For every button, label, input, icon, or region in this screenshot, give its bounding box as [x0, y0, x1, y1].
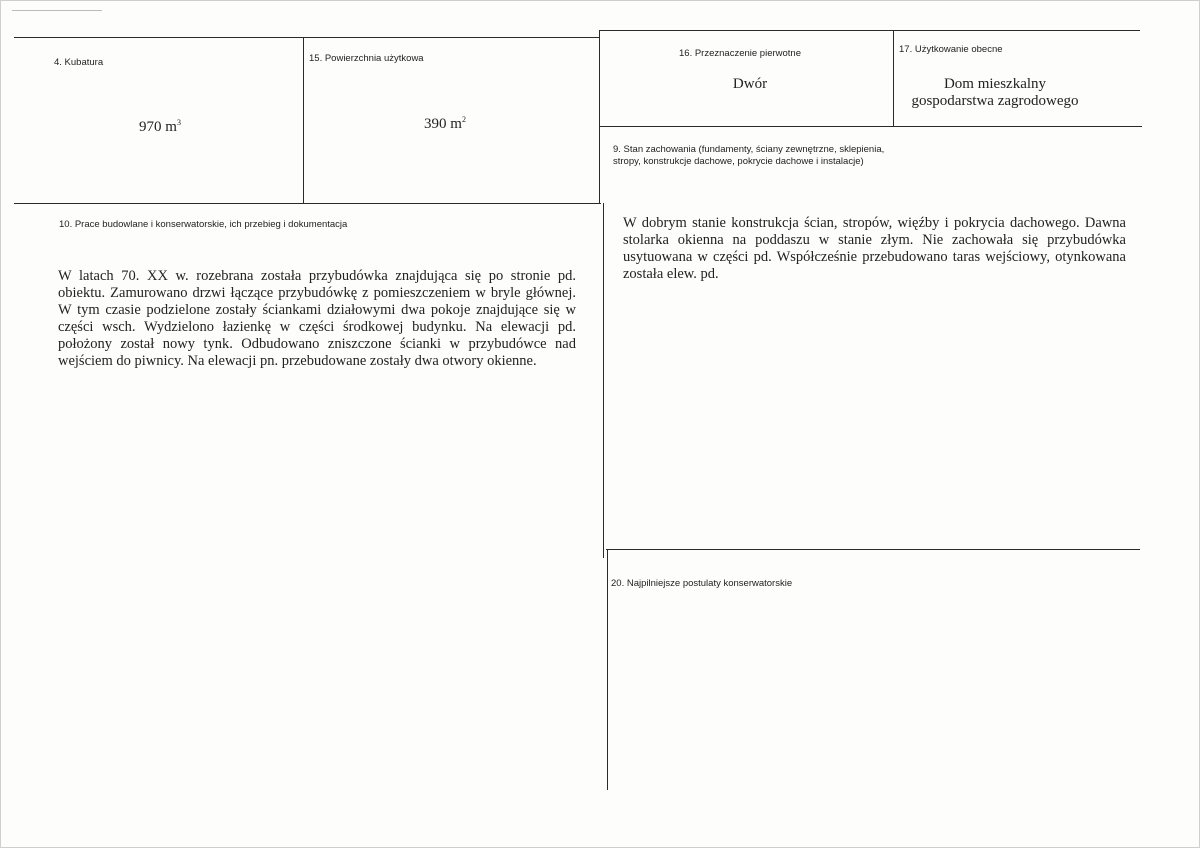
col-divider-center-lower	[607, 550, 608, 790]
scan-artifact	[12, 10, 102, 11]
top-border-line	[14, 37, 599, 38]
col-divider-center-top	[599, 30, 600, 203]
przeznaczenie-label: 16. Przeznaczenie pierwotne	[679, 48, 801, 59]
powierzchnia-label: 15. Powierzchnia użytkowa	[309, 53, 424, 64]
kubatura-unit-sup: 3	[176, 118, 181, 127]
uzytkowanie-value	[895, 76, 1095, 110]
powierzchnia-unit-sup: 2	[461, 115, 466, 124]
stan-label	[613, 144, 943, 168]
kubatura-value	[60, 119, 260, 136]
row-divider-left	[14, 203, 601, 204]
uzytkowanie-value-line1: Dom mieszkalny	[943, 76, 1047, 92]
uzytkowanie-label: 17. Użytkowanie obecne	[899, 44, 1003, 55]
row-divider-right-bottom	[606, 549, 1140, 550]
top-border-line-right	[599, 30, 1140, 31]
stan-label-line2: stropy, konstrukcje dachowe, pokrycie dachowe i instalacje)	[613, 156, 864, 167]
row-divider-right-top	[599, 126, 1142, 127]
stan-text: W dobrym stanie konstrukcja ścian, stropów, więźby i pokrycia dachowego. Dawna stolarka okienna na poddaszu w stanie złym. Nie zachowała się przybudówka usytuowana w części pd. Współcześnie przebudowano taras wejściowy, otynkowana została elew. pd.	[623, 215, 1126, 282]
kubatura-value-text: 970 m	[139, 119, 177, 135]
przeznaczenie-value: Dwór	[732, 76, 768, 92]
col-divider-center-bottom	[603, 203, 604, 558]
stan-label-line1: 9. Stan zachowania (fundamenty, ściany zewnętrzne, sklepienia,	[613, 144, 885, 155]
powierzchnia-value-text: 390 m	[424, 116, 462, 132]
kubatura-label: 4. Kubatura	[54, 57, 104, 68]
powierzchnia-value	[345, 116, 545, 133]
col-divider-3	[893, 30, 894, 126]
prace-label: 10. Prace budowlane i konserwatorskie, ich przebieg i dokumentacja	[59, 219, 348, 230]
col-divider-1	[303, 38, 304, 203]
uzytkowanie-value-line2: gospodarstwa zagrodowego	[911, 93, 1079, 109]
postulaty-label: 20. Najpilniejsze postulaty konserwatorskie	[611, 578, 793, 589]
prace-text: W latach 70. XX w. rozebrana została przybudówka znajdująca się po stronie pd. obiektu. Zamurowano drzwi łączące przybudówkę z pomieszczeniem w bryle głównej. W tym czasie podzielone zostały ściankami działowymi dwa pokoje znajdujące się w części wsch. Wydzielono łazienkę w części środkowej budynku. Na elewacji pd. położony został nowy tynk. Odbudowano zniszczone ścianki w przybudówce nad wejściem do piwnicy. Na elewacji pn. przebudowane zostały dwa otwory okienne.	[58, 268, 576, 369]
